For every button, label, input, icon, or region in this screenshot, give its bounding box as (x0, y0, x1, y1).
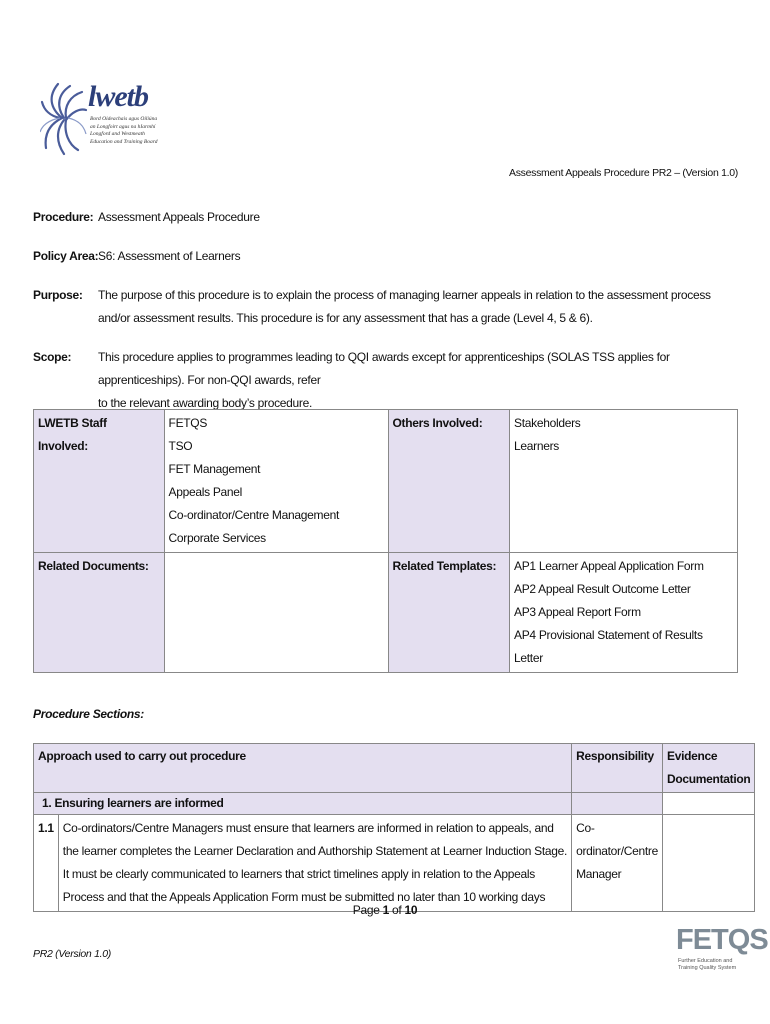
list-item: AP1 Learner Appeal Application Form (514, 559, 704, 573)
fetqs-wordmark: FETQS (676, 924, 768, 956)
list-item: AP2 Appeal Result Outcome Letter (514, 582, 691, 596)
table-cell (663, 793, 755, 815)
item-evidence (663, 815, 755, 912)
list-item: AP4 Provisional Statement of Results Letter (514, 628, 703, 665)
list-item: Appeals Panel (168, 485, 243, 499)
logo-sub-line: an Longfoirt agus na hIarmhí (90, 123, 156, 130)
logo-wordmark: lwetb (88, 80, 148, 113)
responsibility-line: Co-ordinator/Centre (576, 821, 658, 858)
lwetb-logo (40, 78, 170, 160)
table-row (34, 815, 755, 912)
procedure-value: Assessment Appeals Procedure (98, 210, 260, 224)
column-header-responsibility: Responsibility (572, 744, 663, 793)
logo-sub-line: Education and Training Board (90, 138, 158, 145)
table-row (34, 410, 738, 553)
table-row (34, 553, 738, 673)
footer-version: PR2 (Version 1.0) (33, 948, 111, 960)
others-involved-list (510, 410, 738, 553)
section-heading: 1. Ensuring learners are informed (34, 793, 572, 815)
page-current: 1 (382, 903, 389, 917)
scope-value (98, 346, 758, 415)
list-item: FET Management (168, 462, 261, 476)
fetqs-sub-line: Training Quality System (678, 965, 737, 971)
related-templates-label: Related Templates: (388, 553, 510, 673)
page-total: 10 (404, 903, 418, 917)
item-line: It must be clearly communicated to learners that strict timelines apply in relation to the Appeals (62, 867, 535, 881)
logo-sub-line: Longford and Westmeath (90, 131, 145, 137)
scope-label: Scope: (33, 350, 72, 364)
list-item: FETQS (168, 416, 208, 430)
purpose-line: The purpose of this procedure is to explain the process of managing learner appeals in relation to the assessment process (98, 288, 711, 302)
scope-line: to the relevant awarding body’s procedure. (98, 396, 312, 410)
staff-involved-list (164, 410, 388, 553)
list-item: Co-ordinator/Centre Management (168, 508, 339, 522)
scope-line: This procedure applies to programmes leading to QQI awards except for apprenticeships (SOLAS TSS applies for apprenticeships). For non-QQI awards, refer (98, 350, 670, 387)
page-prefix: Page (352, 903, 383, 917)
list-item: Corporate Services (168, 531, 266, 545)
fetqs-subtitle (678, 958, 758, 972)
page-number (0, 903, 770, 917)
staff-involved-label: LWETB Staff Involved: (34, 410, 165, 553)
column-header-approach: Approach used to carry out procedure (34, 744, 572, 793)
purpose-line: and/or assessment results. This procedure is for any assessment that has a grade (Level 4, 5 & 6). (98, 311, 593, 325)
item-responsibility (572, 815, 663, 912)
table-row (34, 793, 755, 815)
fetqs-logo (676, 924, 768, 984)
column-header-evidence: Evidence Documentation (663, 744, 755, 793)
responsibility-line: Manager (576, 867, 622, 881)
related-documents-label: Related Documents: (34, 553, 165, 673)
table-cell (572, 793, 663, 815)
procedure-sections-table (33, 743, 755, 912)
related-templates-list (510, 553, 738, 673)
staff-involved-table (33, 409, 738, 673)
item-line: the learner completes the Learner Declaration and Authorship Statement at Learner Induction Stage. (62, 844, 568, 858)
logo-subtitle (90, 116, 170, 146)
purpose-label: Purpose: (33, 288, 83, 302)
others-involved-label: Others Involved: (388, 410, 510, 553)
lwetb-swirl-icon (40, 78, 88, 158)
list-item: TSO (168, 439, 193, 453)
fetqs-sub-line: Further Education and (678, 958, 733, 964)
list-item: AP3 Appeal Report Form (514, 605, 641, 619)
policy-area-value: S6: Assessment of Learners (98, 249, 241, 263)
document-reference: Assessment Appeals Procedure PR2 – (Version 1.0) (509, 167, 738, 179)
list-item: Stakeholders (514, 416, 581, 430)
procedure-sections-title: Procedure Sections: (33, 707, 145, 721)
procedure-label: Procedure: (33, 210, 94, 224)
page-of: of (389, 903, 405, 917)
table-header-row (34, 744, 755, 793)
logo-sub-line: Bord Oideachais agus Oiliúna (90, 116, 158, 122)
item-number: 1.1 (34, 815, 59, 912)
item-line: Co-ordinators/Centre Managers must ensure that learners are informed in relation to appeals, and (62, 821, 554, 835)
item-description (58, 815, 571, 912)
related-documents-value (164, 553, 388, 673)
list-item: Learners (514, 439, 559, 453)
purpose-value (98, 284, 758, 330)
policy-area-label: Policy Area: (33, 249, 99, 263)
item-line: Process and that the Appeals Application Form must be submitted no later than 10 working days (62, 890, 546, 904)
